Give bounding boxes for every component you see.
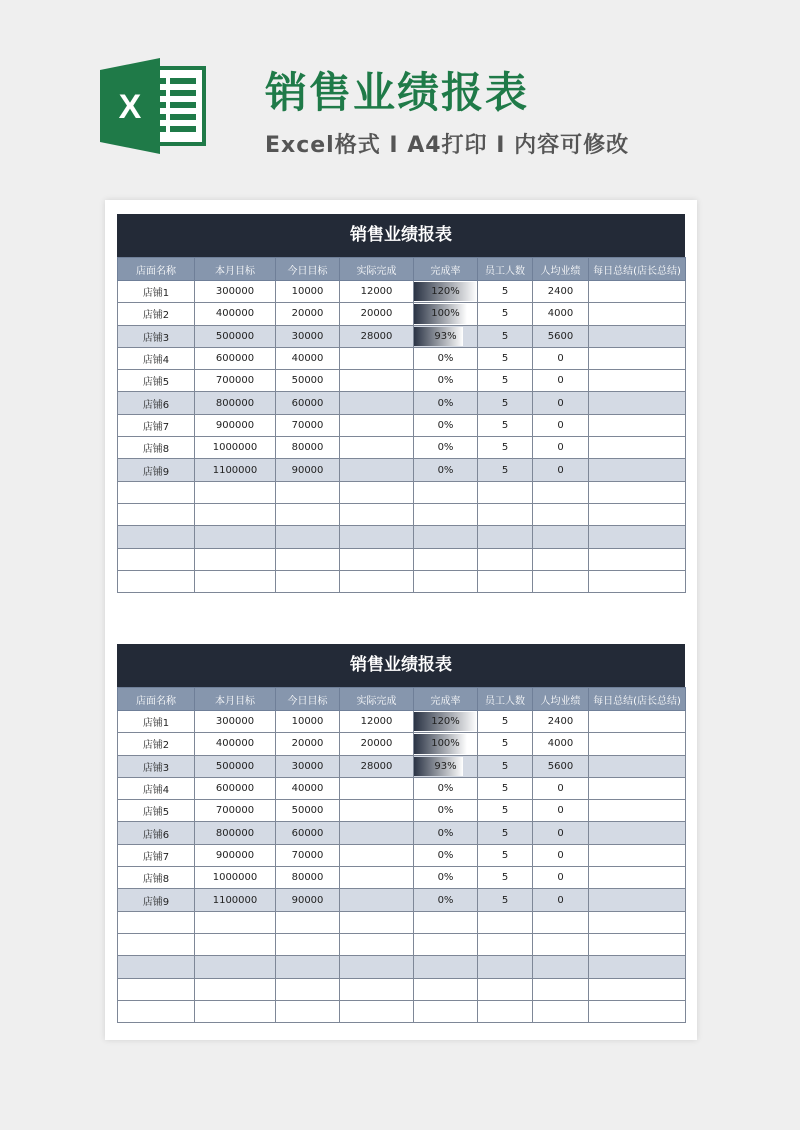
- staff-count-cell[interactable]: [478, 503, 533, 525]
- completion-rate-cell[interactable]: [414, 526, 478, 548]
- sheet-title: 销售业绩报表: [117, 644, 685, 687]
- summary-cell[interactable]: [589, 777, 686, 799]
- store-name-cell[interactable]: 店铺8: [118, 867, 195, 889]
- column-header: 人均业绩: [533, 688, 589, 711]
- month-target-cell[interactable]: 900000: [195, 844, 276, 866]
- per-capita-cell[interactable]: 4000: [533, 733, 589, 755]
- month-target-cell[interactable]: [195, 1000, 276, 1022]
- per-capita-cell[interactable]: 0: [533, 867, 589, 889]
- day-target-cell[interactable]: [276, 956, 340, 978]
- day-target-cell[interactable]: 50000: [276, 800, 340, 822]
- completion-rate-cell[interactable]: [414, 370, 478, 392]
- completion-rate-cell[interactable]: [414, 459, 478, 481]
- summary-cell[interactable]: [589, 459, 686, 481]
- column-header: 本月目标: [195, 258, 276, 281]
- store-name-cell[interactable]: [118, 911, 195, 933]
- store-name-cell[interactable]: [118, 1000, 195, 1022]
- table-row: [118, 822, 686, 844]
- completion-rate-cell[interactable]: [414, 889, 478, 911]
- per-capita-cell[interactable]: 4000: [533, 303, 589, 325]
- completion-rate-cell[interactable]: [414, 570, 478, 592]
- day-target-cell[interactable]: 20000: [276, 303, 340, 325]
- table-row: [118, 503, 686, 525]
- month-target-cell[interactable]: 600000: [195, 347, 276, 369]
- per-capita-cell[interactable]: 2400: [533, 281, 589, 303]
- staff-count-cell[interactable]: 5: [478, 437, 533, 459]
- column-header: 人均业绩: [533, 258, 589, 281]
- day-target-cell[interactable]: [276, 978, 340, 1000]
- actual-cell[interactable]: 28000: [340, 325, 414, 347]
- actual-cell[interactable]: 20000: [340, 733, 414, 755]
- staff-count-cell[interactable]: 5: [478, 755, 533, 777]
- day-target-cell[interactable]: 50000: [276, 370, 340, 392]
- store-name-cell[interactable]: 店铺5: [118, 800, 195, 822]
- per-capita-cell[interactable]: 0: [533, 822, 589, 844]
- month-target-cell[interactable]: 600000: [195, 777, 276, 799]
- staff-count-cell[interactable]: 5: [478, 844, 533, 866]
- logo-letter: X: [118, 88, 142, 126]
- staff-count-cell[interactable]: [478, 933, 533, 955]
- summary-cell[interactable]: [589, 392, 686, 414]
- column-header: 每日总结(店长总结): [589, 258, 686, 281]
- table-row: [118, 844, 686, 866]
- day-target-cell[interactable]: 10000: [276, 711, 340, 733]
- table-row: [118, 800, 686, 822]
- per-capita-cell[interactable]: [533, 978, 589, 1000]
- store-name-cell[interactable]: [118, 933, 195, 955]
- store-name-cell[interactable]: 店铺1: [118, 281, 195, 303]
- store-name-cell[interactable]: 店铺9: [118, 889, 195, 911]
- store-name-cell[interactable]: [118, 570, 195, 592]
- column-header: 完成率: [414, 258, 478, 281]
- sales-table: [117, 687, 686, 1023]
- per-capita-cell[interactable]: [533, 1000, 589, 1022]
- column-header: 本月目标: [195, 688, 276, 711]
- completion-rate-label: 100%: [431, 308, 460, 320]
- store-name-cell[interactable]: [118, 503, 195, 525]
- summary-cell[interactable]: [589, 437, 686, 459]
- staff-count-cell[interactable]: 5: [478, 325, 533, 347]
- staff-count-cell[interactable]: 5: [478, 370, 533, 392]
- completion-rate-cell[interactable]: [414, 414, 478, 436]
- per-capita-cell[interactable]: 0: [533, 347, 589, 369]
- staff-count-cell[interactable]: [478, 911, 533, 933]
- actual-cell[interactable]: [340, 1000, 414, 1022]
- column-header: 员工人数: [478, 258, 533, 281]
- staff-count-cell[interactable]: 5: [478, 777, 533, 799]
- sales-table: [117, 257, 686, 593]
- month-target-cell[interactable]: 500000: [195, 325, 276, 347]
- summary-cell[interactable]: [589, 933, 686, 955]
- day-target-cell[interactable]: [276, 548, 340, 570]
- completion-rate-label: 0%: [437, 353, 454, 365]
- staff-count-cell[interactable]: 5: [478, 281, 533, 303]
- per-capita-cell[interactable]: 0: [533, 437, 589, 459]
- actual-cell[interactable]: 12000: [340, 281, 414, 303]
- store-name-cell[interactable]: 店铺2: [118, 733, 195, 755]
- day-target-cell[interactable]: 80000: [276, 867, 340, 889]
- month-target-cell[interactable]: 700000: [195, 370, 276, 392]
- table-row: [118, 325, 686, 347]
- day-target-cell[interactable]: 90000: [276, 459, 340, 481]
- summary-cell[interactable]: [589, 281, 686, 303]
- month-target-cell[interactable]: 300000: [195, 711, 276, 733]
- day-target-cell[interactable]: 60000: [276, 392, 340, 414]
- actual-cell[interactable]: [340, 503, 414, 525]
- table-row: [118, 933, 686, 955]
- month-target-cell[interactable]: 1000000: [195, 867, 276, 889]
- actual-cell[interactable]: [340, 459, 414, 481]
- summary-cell[interactable]: [589, 481, 686, 503]
- actual-cell[interactable]: [340, 777, 414, 799]
- completion-rate-cell[interactable]: [414, 325, 478, 347]
- staff-count-cell[interactable]: [478, 956, 533, 978]
- completion-rate-label: 0%: [437, 894, 454, 906]
- completion-rate-label: 93%: [434, 330, 457, 342]
- staff-count-cell[interactable]: [478, 548, 533, 570]
- completion-rate-cell[interactable]: [414, 911, 478, 933]
- month-target-cell[interactable]: [195, 956, 276, 978]
- actual-cell[interactable]: [340, 889, 414, 911]
- table-row: [118, 911, 686, 933]
- actual-cell[interactable]: 20000: [340, 303, 414, 325]
- actual-cell[interactable]: [340, 956, 414, 978]
- completion-rate-cell[interactable]: [414, 347, 478, 369]
- day-target-cell[interactable]: 60000: [276, 822, 340, 844]
- day-target-cell[interactable]: 30000: [276, 325, 340, 347]
- summary-cell[interactable]: [589, 548, 686, 570]
- sales-sheet-2: [117, 644, 685, 1023]
- per-capita-cell[interactable]: [533, 548, 589, 570]
- table-row: [118, 777, 686, 799]
- day-target-cell[interactable]: 30000: [276, 755, 340, 777]
- month-target-cell[interactable]: 400000: [195, 733, 276, 755]
- completion-rate-cell[interactable]: [414, 1000, 478, 1022]
- staff-count-cell[interactable]: [478, 1000, 533, 1022]
- table-row: [118, 437, 686, 459]
- store-name-cell[interactable]: [118, 526, 195, 548]
- store-name-cell[interactable]: 店铺7: [118, 414, 195, 436]
- table-row: [118, 303, 686, 325]
- table-row: [118, 956, 686, 978]
- day-target-cell[interactable]: [276, 570, 340, 592]
- staff-count-cell[interactable]: [478, 526, 533, 548]
- page-header: [0, 0, 800, 190]
- completion-rate-cell[interactable]: [414, 978, 478, 1000]
- completion-rate-label: 0%: [437, 464, 454, 476]
- completion-rate-cell[interactable]: [414, 303, 478, 325]
- column-header: 实际完成: [340, 688, 414, 711]
- day-target-cell[interactable]: 70000: [276, 844, 340, 866]
- summary-cell[interactable]: [589, 414, 686, 436]
- month-target-cell[interactable]: [195, 911, 276, 933]
- store-name-cell[interactable]: 店铺2: [118, 303, 195, 325]
- sales-sheet-1: [117, 214, 685, 593]
- completion-rate-label: 0%: [437, 442, 454, 454]
- day-target-cell[interactable]: 90000: [276, 889, 340, 911]
- store-name-cell[interactable]: [118, 548, 195, 570]
- summary-cell[interactable]: [589, 956, 686, 978]
- summary-cell[interactable]: [589, 889, 686, 911]
- day-target-cell[interactable]: 70000: [276, 414, 340, 436]
- per-capita-cell[interactable]: 0: [533, 392, 589, 414]
- actual-cell[interactable]: [340, 800, 414, 822]
- staff-count-cell[interactable]: 5: [478, 414, 533, 436]
- table-row: [118, 733, 686, 755]
- month-target-cell[interactable]: 300000: [195, 281, 276, 303]
- completion-rate-cell[interactable]: [414, 777, 478, 799]
- completion-rate-cell[interactable]: [414, 392, 478, 414]
- month-target-cell[interactable]: 1100000: [195, 459, 276, 481]
- summary-cell[interactable]: [589, 711, 686, 733]
- table-row: [118, 281, 686, 303]
- month-target-cell[interactable]: 500000: [195, 755, 276, 777]
- column-header: 店面名称: [118, 258, 195, 281]
- month-target-cell[interactable]: [195, 503, 276, 525]
- summary-cell[interactable]: [589, 303, 686, 325]
- per-capita-cell[interactable]: 0: [533, 889, 589, 911]
- column-header: 完成率: [414, 688, 478, 711]
- actual-cell[interactable]: [340, 414, 414, 436]
- table-row: [118, 526, 686, 548]
- summary-cell[interactable]: [589, 570, 686, 592]
- staff-count-cell[interactable]: 5: [478, 800, 533, 822]
- completion-rate-label: 120%: [431, 286, 460, 298]
- completion-rate-cell[interactable]: [414, 933, 478, 955]
- day-target-cell[interactable]: [276, 911, 340, 933]
- month-target-cell[interactable]: 400000: [195, 303, 276, 325]
- day-target-cell[interactable]: 80000: [276, 437, 340, 459]
- per-capita-cell[interactable]: 5600: [533, 755, 589, 777]
- staff-count-cell[interactable]: 5: [478, 347, 533, 369]
- table-row: [118, 370, 686, 392]
- per-capita-cell[interactable]: [533, 933, 589, 955]
- completion-rate-cell[interactable]: [414, 503, 478, 525]
- actual-cell[interactable]: [340, 481, 414, 503]
- per-capita-cell[interactable]: [533, 911, 589, 933]
- summary-cell[interactable]: [589, 755, 686, 777]
- per-capita-cell[interactable]: 0: [533, 844, 589, 866]
- completion-rate-cell[interactable]: [414, 437, 478, 459]
- completion-rate-label: 120%: [431, 716, 460, 728]
- table-row: [118, 1000, 686, 1022]
- summary-cell[interactable]: [589, 800, 686, 822]
- day-target-cell[interactable]: [276, 481, 340, 503]
- completion-rate-cell[interactable]: [414, 755, 478, 777]
- completion-rate-cell[interactable]: [414, 281, 478, 303]
- table-row: [118, 978, 686, 1000]
- store-name-cell[interactable]: 店铺1: [118, 711, 195, 733]
- day-target-cell[interactable]: [276, 503, 340, 525]
- page-subtitle: Excel格式 I A4打印 I 内容可修改: [265, 133, 630, 158]
- month-target-cell[interactable]: 800000: [195, 822, 276, 844]
- table-row: [118, 889, 686, 911]
- table-row: [118, 347, 686, 369]
- per-capita-cell[interactable]: [533, 956, 589, 978]
- staff-count-cell[interactable]: 5: [478, 459, 533, 481]
- month-target-cell[interactable]: [195, 978, 276, 1000]
- actual-cell[interactable]: [340, 844, 414, 866]
- column-header: 实际完成: [340, 258, 414, 281]
- staff-count-cell[interactable]: 5: [478, 733, 533, 755]
- summary-cell[interactable]: [589, 733, 686, 755]
- table-row: [118, 867, 686, 889]
- actual-cell[interactable]: [340, 392, 414, 414]
- per-capita-cell[interactable]: [533, 570, 589, 592]
- completion-rate-cell[interactable]: [414, 822, 478, 844]
- month-target-cell[interactable]: [195, 933, 276, 955]
- actual-cell[interactable]: [340, 822, 414, 844]
- per-capita-cell[interactable]: 0: [533, 459, 589, 481]
- completion-rate-cell[interactable]: [414, 548, 478, 570]
- actual-cell[interactable]: [340, 933, 414, 955]
- table-row: [118, 711, 686, 733]
- month-target-cell[interactable]: [195, 570, 276, 592]
- day-target-cell[interactable]: [276, 1000, 340, 1022]
- actual-cell[interactable]: [340, 911, 414, 933]
- actual-cell[interactable]: [340, 978, 414, 1000]
- day-target-cell[interactable]: 40000: [276, 777, 340, 799]
- actual-cell[interactable]: 12000: [340, 711, 414, 733]
- summary-cell[interactable]: [589, 978, 686, 1000]
- column-header: 今日目标: [276, 258, 340, 281]
- store-name-cell[interactable]: 店铺3: [118, 755, 195, 777]
- per-capita-cell[interactable]: 2400: [533, 711, 589, 733]
- per-capita-cell[interactable]: [533, 526, 589, 548]
- excel-logo-icon: [100, 58, 210, 154]
- staff-count-cell[interactable]: 5: [478, 889, 533, 911]
- store-name-cell[interactable]: 店铺6: [118, 822, 195, 844]
- summary-cell[interactable]: [589, 911, 686, 933]
- completion-rate-cell[interactable]: [414, 733, 478, 755]
- per-capita-cell[interactable]: 0: [533, 777, 589, 799]
- day-target-cell[interactable]: 40000: [276, 347, 340, 369]
- staff-count-cell[interactable]: 5: [478, 392, 533, 414]
- actual-cell[interactable]: [340, 437, 414, 459]
- staff-count-cell[interactable]: 5: [478, 711, 533, 733]
- day-target-cell[interactable]: 20000: [276, 733, 340, 755]
- summary-cell[interactable]: [589, 325, 686, 347]
- completion-rate-label: 0%: [437, 783, 454, 795]
- column-header: 店面名称: [118, 688, 195, 711]
- summary-cell[interactable]: [589, 526, 686, 548]
- month-target-cell[interactable]: 1000000: [195, 437, 276, 459]
- month-target-cell[interactable]: 800000: [195, 392, 276, 414]
- completion-rate-label: 93%: [434, 760, 457, 772]
- store-name-cell[interactable]: 店铺6: [118, 392, 195, 414]
- per-capita-cell[interactable]: [533, 481, 589, 503]
- completion-rate-cell[interactable]: [414, 956, 478, 978]
- day-target-cell[interactable]: 10000: [276, 281, 340, 303]
- day-target-cell[interactable]: [276, 933, 340, 955]
- summary-cell[interactable]: [589, 347, 686, 369]
- store-name-cell[interactable]: 店铺3: [118, 325, 195, 347]
- table-header-row: [118, 258, 686, 281]
- table-row: [118, 414, 686, 436]
- completion-rate-label: 100%: [431, 738, 460, 750]
- actual-cell[interactable]: [340, 570, 414, 592]
- month-target-cell[interactable]: [195, 526, 276, 548]
- completion-rate-label: 0%: [437, 872, 454, 884]
- actual-cell[interactable]: 28000: [340, 755, 414, 777]
- sheet-title: 销售业绩报表: [117, 214, 685, 257]
- table-row: [118, 481, 686, 503]
- per-capita-cell[interactable]: 0: [533, 414, 589, 436]
- per-capita-cell[interactable]: 0: [533, 800, 589, 822]
- summary-cell[interactable]: [589, 1000, 686, 1022]
- month-target-cell[interactable]: [195, 481, 276, 503]
- summary-cell[interactable]: [589, 503, 686, 525]
- completion-rate-label: 0%: [437, 849, 454, 861]
- completion-rate-cell[interactable]: [414, 800, 478, 822]
- table-row: [118, 755, 686, 777]
- actual-cell[interactable]: [340, 548, 414, 570]
- column-header: 每日总结(店长总结): [589, 688, 686, 711]
- table-header-row: [118, 688, 686, 711]
- staff-count-cell[interactable]: [478, 978, 533, 1000]
- table-row: [118, 548, 686, 570]
- actual-cell[interactable]: [340, 347, 414, 369]
- month-target-cell[interactable]: 1100000: [195, 889, 276, 911]
- actual-cell[interactable]: [340, 867, 414, 889]
- column-header: 员工人数: [478, 688, 533, 711]
- column-header: 今日目标: [276, 688, 340, 711]
- staff-count-cell[interactable]: 5: [478, 303, 533, 325]
- completion-rate-label: 0%: [437, 397, 454, 409]
- completion-rate-cell[interactable]: [414, 867, 478, 889]
- staff-count-cell[interactable]: [478, 481, 533, 503]
- table-row: [118, 392, 686, 414]
- store-name-cell[interactable]: 店铺7: [118, 844, 195, 866]
- completion-rate-cell[interactable]: [414, 711, 478, 733]
- store-name-cell[interactable]: 店铺8: [118, 437, 195, 459]
- summary-cell[interactable]: [589, 370, 686, 392]
- table-row: [118, 570, 686, 592]
- store-name-cell[interactable]: [118, 956, 195, 978]
- store-name-cell[interactable]: [118, 978, 195, 1000]
- store-name-cell[interactable]: 店铺5: [118, 370, 195, 392]
- completion-rate-label: 0%: [437, 419, 454, 431]
- day-target-cell[interactable]: [276, 526, 340, 548]
- table-row: [118, 459, 686, 481]
- completion-rate-label: 0%: [437, 375, 454, 387]
- completion-rate-label: 0%: [437, 827, 454, 839]
- month-target-cell[interactable]: 700000: [195, 800, 276, 822]
- completion-rate-cell[interactable]: [414, 844, 478, 866]
- month-target-cell[interactable]: 900000: [195, 414, 276, 436]
- store-name-cell[interactable]: 店铺4: [118, 347, 195, 369]
- staff-count-cell[interactable]: 5: [478, 867, 533, 889]
- month-target-cell[interactable]: [195, 548, 276, 570]
- per-capita-cell[interactable]: 0: [533, 370, 589, 392]
- staff-count-cell[interactable]: [478, 570, 533, 592]
- per-capita-cell[interactable]: 5600: [533, 325, 589, 347]
- store-name-cell[interactable]: 店铺9: [118, 459, 195, 481]
- summary-cell[interactable]: [589, 822, 686, 844]
- store-name-cell[interactable]: [118, 481, 195, 503]
- page-title: 销售业绩报表: [265, 68, 530, 117]
- store-name-cell[interactable]: 店铺4: [118, 777, 195, 799]
- actual-cell[interactable]: [340, 526, 414, 548]
- per-capita-cell[interactable]: [533, 503, 589, 525]
- completion-rate-label: 0%: [437, 805, 454, 817]
- actual-cell[interactable]: [340, 370, 414, 392]
- summary-cell[interactable]: [589, 867, 686, 889]
- staff-count-cell[interactable]: 5: [478, 822, 533, 844]
- summary-cell[interactable]: [589, 844, 686, 866]
- completion-rate-cell[interactable]: [414, 481, 478, 503]
